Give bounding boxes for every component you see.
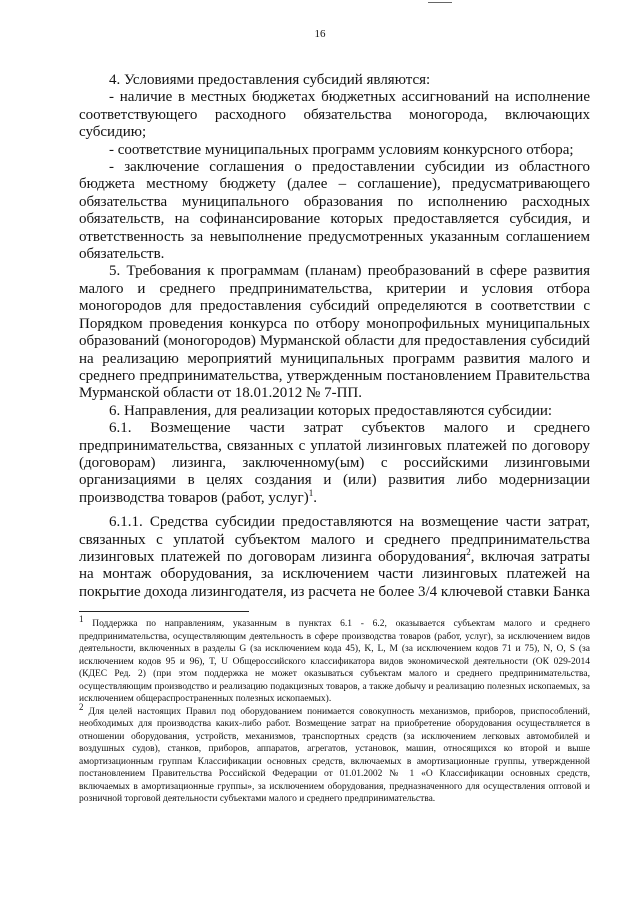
paragraph-6-1-text: 6.1. Возмещение части затрат субъектов малого и среднего предпринимательства, связанных с уплатой лизинговых платежей по договору (договорам) лизинга, заключенному(ым) с российскими лизинговыми организациями в целях создания и (или) развития либо модернизации производства товаров (работ, услуг) xyxy=(79,420,590,506)
paragraph-4-item-2: - соответствие муниципальных программ условиям конкурсного отбора; xyxy=(109,141,574,158)
paragraph-5: 5. Требования к программам (планам) преобразований в сфере развития малого и среднего предпринимательства, критерии и условия отбора моногородов для предоставления субсидий определяются в соответствии с Порядком проведения конкурса по отбору монопрофильных муниципальных образований (моногородов) Мурманской области для предоставления субсидий на реализацию мероприятий муниципальных программ развития малого и среднего предпринимательства, утвержденным постановлением Правительства Мурманской области от 18.01.2012 № 7-ПП. xyxy=(79,263,590,402)
footnote-ref-2: 2 xyxy=(466,546,471,557)
footnote-ref-1: 1 xyxy=(308,487,314,498)
footnote-2 xyxy=(79,701,590,806)
paragraph-4-item-1: - наличие в местных бюджетах бюджетных ассигнований на исполнение соответствующего расходного обязательства моногорода, включающих субсидию; xyxy=(79,89,590,141)
paragraph-6-1-1 xyxy=(79,514,590,601)
footnotes xyxy=(79,613,590,806)
main-text xyxy=(79,72,590,601)
footnote-2-text: Для целей настоящих Правил под оборудованием понимается совокупность механизмов, приборов, приспособлений, необходимых для производства каких-либо работ. Возмещение затрат на приобретение оборудования осуществляется в отношении оборудования, устройств, механизмов, транспортных средств (за исключением легковых автомобилей и воздушных судов), станков, приборов, аппаратов, агрегатов, установок, машин, относящихся ко второй и выше амортизационным группам Классификации основных средств, включаемых в амортизационные группы, утвержденной постановлением Правительства Российской Федерации от 01.01.2002 № 1 «О Классификации основных средств, включаемых в амортизационные группы», за исключением оборудования, предназначенного для осуществления оптовой и розничной торговой деятельности субъектами малого и среднего предпринимательства. xyxy=(79,706,590,804)
footnote-1-mark: 1 xyxy=(79,613,84,624)
scan-mark xyxy=(428,2,452,3)
footnote-1-text: Поддержка по направлениям, указанным в пунктах 6.1 - 6.2, оказывается субъектам малого и среднего предпринимательства, осуществляющим деятельность в сфере производства товаров (работ, услуг), за исключением видов деятельности, включенных в разделы G (за исключением кода 45), K, L, M (за исключением кодов 71 и 75), N, O, S (за исключением кодов 95 и 96), T, U Общероссийского классификатора видов экономической деятельности (ОК 029-2014 (КДЕС Ред. 2) (при этом поддержка не может оказываться субъектам малого и среднего предпринимательства, осуществляющим производство и реализацию подакцизных товаров, а также добычу и реализацию полезных ископаемых, за исключением общераспространенных полезных ископаемых). xyxy=(79,619,590,704)
paragraph-6: 6. Направления, для реализации которых предоставляются субсидии: xyxy=(109,402,553,419)
paragraph-4: 4. Условиями предоставления субсидий являются: xyxy=(109,72,431,88)
footnote-1 xyxy=(79,613,590,706)
paragraph-6-1 xyxy=(79,420,590,507)
footnote-divider xyxy=(79,611,249,612)
paragraph-6-1-1-text-b: , включая затраты на монтаж оборудования, за исключением части лизинговых платежей на покрытие дохода лизингодателя, из расчета не более 3/4 ключевой ставки Банка xyxy=(79,548,591,600)
paragraph-6-1-end: . xyxy=(313,489,317,506)
paragraph-4-item-3: - заключение соглашения о предоставлении субсидии из областного бюджета местному бюджету (далее – соглашение), предусматривающего обязательства муниципального образования по исполнению расходных обязательств, на софинансирование которых предоставляется субсидия, и ответственность за невыполнение предусмотренных указанным соглашением обязательств. xyxy=(79,159,590,263)
footnote-2-mark: 2 xyxy=(79,701,84,712)
paragraph-6-1-1-text-a: 6.1.1. Средства субсидии предоставляются на возмещение части затрат, связанных с уплатой субъектом малого и среднего предпринимательства лизинговых платежей по договорам лизинга оборудования xyxy=(79,514,590,565)
page-number: 16 xyxy=(314,28,326,40)
